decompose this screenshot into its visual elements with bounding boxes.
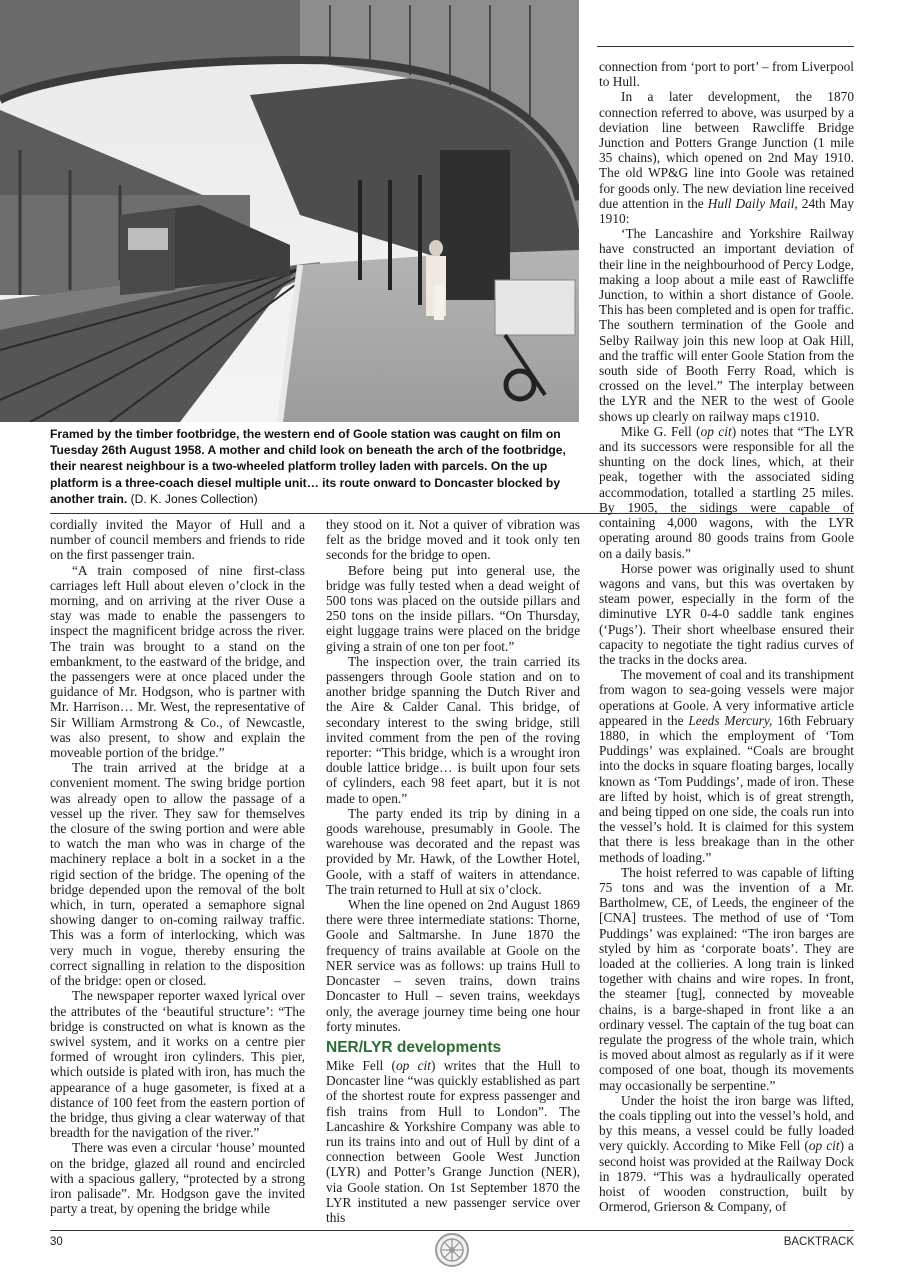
text-run: Mike Fell (: [326, 1057, 396, 1073]
paragraph: “A train composed of nine first-class carriages left Hull about eleven o’clock in the morning, and on arriving at the river Ouse a stay was made to enable the passengers to inspect the magnificent bridge across the river. The train was brought to a stand on the embankment, to the eastward of the bridge, and the passengers were at once placed under the guidance of Mr. Hodgson, who is partner with Mr. Harrison… Mr. West, the representative of Sir William Armstrong & Co., of Newcastle, was also present, to show and explain the moveable portion of the bridge.”: [50, 562, 305, 761]
paragraph: they stood on it. Not a quiver of vibration was felt as the bridge moved and it took only ten seconds for the bridge to open.: [326, 517, 580, 563]
paragraph: [599, 89, 854, 226]
text-run: The movement of coal and its transhipment from wagon to sea-going vessels were major operations at Goole. A very informative article appeared in the: [599, 667, 854, 728]
magazine-name: BACKTRACK: [783, 1236, 854, 1248]
caption-credit: (D. K. Jones Collection): [130, 491, 258, 506]
paragraph: cordially invited the Mayor of Hull and a number of council members and friends to ride on the first passenger train.: [50, 517, 305, 563]
page-number: 30: [50, 1236, 63, 1248]
text-run: 24th May 1910:: [599, 195, 854, 227]
italic-run: op cit: [808, 1138, 840, 1154]
text-run: ) a second hoist was provided at the Railway Dock in 1879. “This was a hydraulically operated hoist of wooden construction, built by Ormerod, Grierson & Company, of: [599, 1138, 854, 1215]
text-run: 16th February 1880, in which the employment of ‘Tom Puddings’ was explained. “Coals are brought into the docks in square floating barges, locally known as ‘Tom Puddings’, made of iron. These are lifted by hoist, which is of great strength, and being tipped on one side, the coals run into the vessel’s hold. It is claimed for this system that there is less breakage than in the other methods of loading.”: [599, 712, 854, 865]
article-column-3: [599, 59, 854, 1214]
text-run: ) writes that the Hull to Doncaster line “was quickly established as part of the shortest route for express passenger and fish trains from Hull to London”. The Lancashire & Yorkshire Company was able to run its trains into and out of Hull by dint of a connection between Goole West Junction (LYR) and Potter’s Grange Junction (NER), via Goole station. On 1st September 1870 the LYR instituted a new passenger service over this: [326, 1057, 580, 1225]
paragraph: [326, 1058, 580, 1225]
paragraph: The party ended its trip by dining in a goods warehouse, presumably in Goole. The warehouse was decorated and the repast was provided by Mr. Hawk, of the Lowther Hotel, Goole, with a staff of waiters in attendance. The train returned to Hull at six o’clock.: [326, 805, 580, 897]
text-run: In a later development, the 1870 connection referred to above, was usurped by a deviation line between Rawcliffe Bridge Junction and Potters Grange Junction (1 mile 35 chains), which opened on 2nd May 1910. The old WP&G line into Goole was retained for goods only. The new deviation line received due attention in the: [599, 89, 854, 211]
paragraph: There was even a circular ‘house’ mounted on the bridge, glazed all round and encircled with a spacious gallery, “protected by a strong iron palisade”. Mr. Hodgson gave the invited party a treat, by opening the bridge while: [50, 1140, 305, 1217]
photo-caption: [50, 426, 576, 507]
italic-run: Leeds Mercury,: [688, 712, 773, 728]
footer-rule: [50, 1230, 854, 1231]
text-run: Mike G. Fell (: [621, 423, 701, 439]
paragraph: The newspaper reporter waxed lyrical over the attributes of the ‘beautiful structure’: “The bridge is constructed on what is known as the swivel system, and it works on a centre pier formed of wrought iron cylinders. This pier, which outside is plated with iron, has much the appearance of a huge gasometer, is fixed at a distance of 100 feet from the eastern portion of the bridge, thus giving a clear waterway of that breadth for the navigation of the river.”: [50, 988, 305, 1141]
italic-run: op cit: [700, 423, 732, 439]
paragraph: connection from ‘port to port’ – from Liverpool to Hull.: [599, 59, 854, 90]
paragraph: The hoist referred to was capable of lifting 75 tons and was the invention of a Mr. Bartholmew, CE, of Leeds, the engineer of the [CNA] trustees. The method of use of ‘Tom Puddings’ was explained: “The iron barges are styled by him as ‘corporate boats’. They are loaded at the collieries. A long train is linked together with chains and wire ropes. In front, the steamer [tug], connected by moveable chains, is a barge-shaped in front like a an ordinary vessel. The captain of the tug boat can regulate the progress of the whole train, which is moved about almost as regularly as if it were composed of one boat, though its movements may occasionally be serpentine.”: [599, 864, 854, 1093]
italic-run: Hull Daily Mail,: [707, 195, 798, 211]
paragraph: [599, 424, 854, 561]
section-heading: NER/LYR developments: [326, 1038, 502, 1056]
paragraph: ‘The Lancashire and Yorkshire Railway have constructed an important deviation of their line in the neighbourhood of Percy Lodge, making a loop about a mile east of Rawcliffe Junction, to within a short distance of Goole. This has been completed and is open for traffic. The southern termination of the Goole and Selby Railway join this new loop at Oak Hill, and the traffic will enter Goole Station from the south side of Booth Ferry Road, which is crossed on the level.” The interplay between the LYR and the NER to the west of Goole shows up clearly on railway maps c1910.: [599, 226, 854, 424]
text-run: ) notes that “The LYR and its successors were responsible for all the shunting on the dock lines, which, at their peak, together with the associated siding accommodation, totalled a startling 25 miles. By 1905, the sidings were capable of containing 4,000 wagons, with the LYR operating around 80 goods trains from Goole on a daily basis.”: [599, 423, 854, 561]
text-run: Under the hoist the iron barge was lifted, the coals tippling out into the vessel’s hold, and by this means, a vessel could be fully loaded very quickly. According to Mike Fell (: [599, 1092, 854, 1154]
paragraph: Before being put into general use, the bridge was fully tested when a dead weight of 500 tons was placed on the outside pillars and 250 tons on the inside pillars. “On Thursday, eight luggage trains were placed on the bridge giving a strain of one ton per foot.”: [326, 562, 580, 654]
wheel-logo-icon: [434, 1232, 470, 1268]
paragraph: [599, 1093, 854, 1215]
paragraph: Horse power was originally used to shunt wagons and vans, but this was overtaken by steam power, especially in the form of the diminutive LYR 0-4-0 saddle tank engines (‘Pugs’). Their short wheelbase ensured their capacity to negotiate the tight radius curves of the tracks in the docks area.: [599, 560, 854, 667]
column-top-rule: [597, 46, 854, 47]
paragraph: When the line opened on 2nd August 1869 there were three intermediate stations: Thorne, Goole and Saltmarshe. In June 1870 the frequency of trains available at Goole on the NER service was as follows: up trains Hull to Doncaster – seven trains, down trains Doncaster to Hull – seven trains, weekdays only, the average journey time being one hour forty minutes.: [326, 897, 580, 1034]
caption-text: Framed by the timber footbridge, the western end of Goole station was caught on film on Tuesday 26th August 1958. A mother and child look on beneath the arch of the footbridge, their nearest neighbour is a two-wheeled platform trolley laden with parcels. On the up platform is a three-coach diesel multiple unit… its route onward to Doncaster blocked by another train.: [50, 427, 566, 506]
italic-run: op cit: [395, 1057, 431, 1073]
article-column-2: [326, 517, 580, 1225]
photo-goole-station: [0, 0, 579, 422]
paragraph: The train arrived at the bridge at a convenient moment. The swing bridge portion was already open to allow the passage of a vessel up the river. They saw for themselves the closure of the swing portion and were able to watch the man who was in charge of the machinery replace a bolt in a socket in a the rigid section of the bridge. The opening of the bridge depended upon the removal of the bolt which, in turn, operated a semaphore signal showing danger to on-coming railway traffic. This was a form of interlocking, which was very much in vogue, thereby ensuring the correct signalling in relation to the disposition of the bridge: open or closed.: [50, 760, 305, 989]
paragraph: [599, 667, 854, 865]
paragraph: The inspection over, the train carried its passengers through Goole station and on to another bridge spanning the Dutch River and the Aire & Calder Canal. This bridge, of secondary interest to the swing bridge, still invited comment from the pen of the roving reporter: “This bridge, which is a wrought iron double lattice bridge… is built upon four sets of cylinders, each 98 feet apart, but it is not made to open.”: [326, 653, 580, 806]
article-column-1: [50, 517, 305, 1216]
